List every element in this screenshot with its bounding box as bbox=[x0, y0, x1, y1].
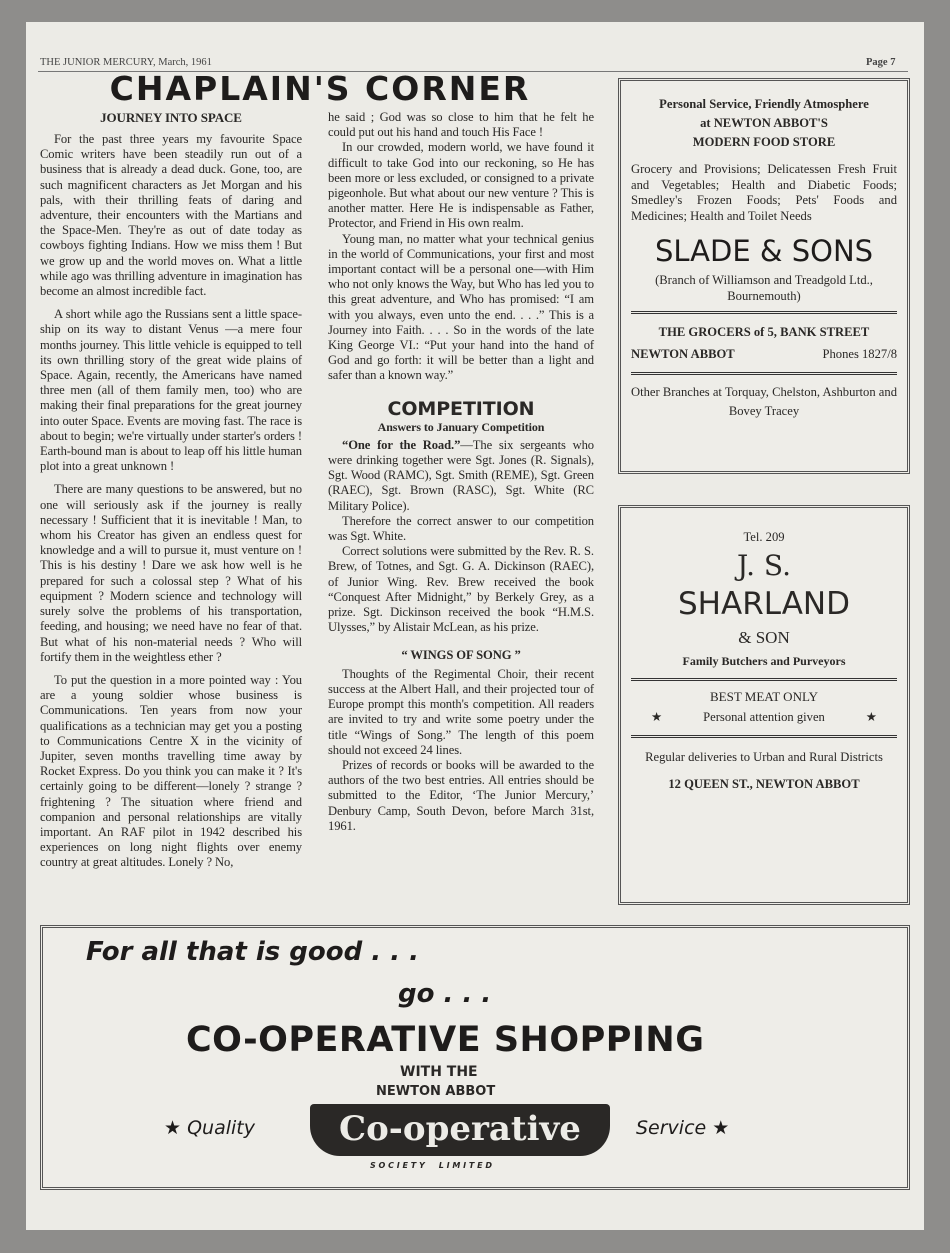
ad-attention: Personal attention given bbox=[703, 710, 825, 724]
article-paragraph: There are many questions to be answered, but no one will seriously ask if the journey is really necessary ! Sufficient that it is inevitable ! Man, to whom his Creator has given an endless quest for knowledge and a will to pursue it, must venture on ! This is his destiny ! Dare we ask how well is he prepared for such a colossal step ? What of his equipment ? Modern science and technology will surely solve the problems of his transportation, feeding, and housing; we need have no fear of that. But what of his non-material needs ? Who will fortify them in the weightless ether ? bbox=[40, 482, 302, 664]
ad-trade: Family Butchers and Purveyors bbox=[682, 654, 846, 668]
ad-best: BEST MEAT ONLY bbox=[709, 689, 818, 704]
article-paragraph: Young man, no matter what your technical genius in the world of Communications, your first and most important contact will be a personal one—with Him who not only knows the Way, but Who has led you to this great adventure, and Who has promised: “I am with you always, even unto the end. . . .” This is a Journey into Faith. . . . So in the words of the late King George VI.: “Put your hand into the hand of God and go forth: it will be better than a light and safer than a known way.” bbox=[328, 231, 594, 383]
ad-products: Grocery and Provisions; Delicatessen Fresh Fruit and Vegetables; Health and Diabetic Foods; Smedley's Frozen Foods; Pets' Foods and Medicines; Health and Toilet Needs bbox=[631, 162, 897, 223]
wings-paragraph: Thoughts of the Regimental Choir, their recent success at the Albert Hall, and their projected tour of Europe prompt this month's competition. All readers are invited to try and write some poetry under the title “Wings of Song.” The length of this poem should not exceed 24 lines. bbox=[328, 666, 594, 757]
ad-deliveries: Regular deliveries to Urban and Rural Districts bbox=[645, 750, 883, 764]
coop-town: NEWTON ABBOT bbox=[376, 1084, 496, 1099]
coop-shopping: CO-OPERATIVE SHOPPING bbox=[186, 1020, 705, 1060]
article-heading: JOURNEY INTO SPACE bbox=[100, 110, 242, 125]
slade-name: SLADE & SONS bbox=[654, 234, 874, 268]
competition-paragraph bbox=[328, 438, 594, 514]
coop-slogan: For all that is good . . . bbox=[86, 937, 420, 967]
divider bbox=[631, 735, 897, 738]
coop-service: Service ★ bbox=[636, 1117, 730, 1139]
coop-with: WITH THE bbox=[400, 1064, 478, 1080]
divider bbox=[631, 311, 897, 314]
slade-sons-advert bbox=[618, 78, 910, 474]
sharland-advert bbox=[618, 505, 910, 905]
ad-address: THE GROCERS of 5, BANK STREET bbox=[658, 325, 870, 339]
ad-address: 12 QUEEN ST., NEWTON ABBOT bbox=[668, 777, 860, 791]
ad-other-branches: Other Branches at Torquay, Chelston, Ashburton and Bovey Tracey bbox=[631, 385, 897, 418]
competition-paragraph: Therefore the correct answer to our competition was Sgt. White. bbox=[328, 513, 594, 544]
ad-line: Personal Service, Friendly Atmosphere bbox=[659, 97, 869, 111]
ad-phones: Phones 1827/8 bbox=[822, 347, 897, 361]
competition-subheading: Answers to January Competition bbox=[377, 419, 545, 434]
ad-tel: Tel. 209 bbox=[743, 530, 785, 544]
coop-quality: ★ Quality bbox=[164, 1117, 255, 1139]
competition-paragraph: Correct solutions were submitted by the Rev. R. S. Brew, of Totnes, and Sgt. G. A. Dickinson (RAEC), of Junior Wing. Rev. Brew received the book “Conquest After Midnight,” by Berkely Grey, as a prize. Sgt. Dickinson received the book “H.M.S. Ulysses,” by Alistair McLean, as his prize. bbox=[328, 544, 594, 635]
article-paragraph: he said ; God was so close to him that he felt he could put out his hand and touch His Face ! bbox=[328, 110, 594, 140]
publication-header: THE JUNIOR MERCURY, March, 1961 bbox=[40, 57, 212, 68]
ad-line: MODERN FOOD STORE bbox=[692, 135, 836, 149]
divider bbox=[631, 678, 897, 681]
wings-heading: “ WINGS OF SONG ” bbox=[401, 647, 521, 662]
article-paragraph: In our crowded, modern world, we have found it difficult to take God into our reckoning, so He has been more or less excluded, or consigned to a private pigeonhole. But what about our new venture ? This is another matter. Here He is indispensable as Father, Protector, and Friend in His own realm. bbox=[328, 140, 594, 231]
wings-paragraph: Prizes of records or books will be awarded to the authors of the two best entries. All entries should be submitted to the Editor, ‘The Junior Mercury,’ Denbury Camp, South Devon, before March 31st, 1961. bbox=[328, 757, 594, 833]
coop-society: S O C I E T Y L I M I T E D bbox=[370, 1161, 493, 1170]
competition-answer: —The six sergeants who were drinking together were Sgt. Jones (R. Signals), Sgt. Wood (RAMC), Sgt. Smith (REME), Sgt. Green (RAEC), Sgt. Brown (RASC), Sgt. White (RC Military Police). bbox=[328, 437, 595, 513]
article-middle-column bbox=[328, 110, 594, 834]
sharland-name: SHARLAND bbox=[678, 586, 850, 622]
ad-son: & SON bbox=[738, 628, 790, 647]
ad-branch: (Branch of Williamson and Treadgold Ltd., Bournemouth) bbox=[655, 273, 873, 303]
coop-go: go . . . bbox=[398, 979, 492, 1009]
article-paragraph: A short while ago the Russians sent a little space-ship on its way to distant Venus —a mere four months journey. This little vehicle is equipped to tell its own thrilling story of the great wide plains of Space. Again, recently, the Americans have named three men (all of them family men, too) who are making their final preparations for the great journey into outer Space. Events are moving fast. The race is about to begin; we're virtually under starter's orders ! Earth-bound man is about to leap off his little human plot into a great unknown ! bbox=[40, 307, 302, 474]
page-title: CHAPLAIN'S CORNER bbox=[109, 69, 531, 108]
coop-logo: Co-operative bbox=[310, 1104, 610, 1156]
article-paragraph: For the past three years my favourite Space Comic writers have been steadily run out of a business that is already a dead duck. Gone, too, are such magnificent characters as Jet Morgan and his pals, with their thrilling feats of daring and adventure, their encounters with the Martians and the Space-Men. They're as out of date today as cowboys fighting Indians. How we miss them ! But we grow up and the world moves on. What a little while ago was thrilling adventure in imagination has become an almost incredible fact. bbox=[40, 132, 302, 299]
competition-heading: COMPETITION bbox=[387, 397, 535, 420]
ad-initials: J. S. bbox=[737, 549, 791, 582]
star-icon: ★ bbox=[865, 710, 877, 724]
competition-lead: “One for the Road.” bbox=[342, 437, 461, 452]
page-number: Page 7 bbox=[866, 57, 896, 68]
star-icon: ★ bbox=[651, 710, 663, 724]
ad-town: NEWTON ABBOT bbox=[631, 347, 735, 361]
ad-line: at NEWTON ABBOT'S bbox=[700, 116, 828, 130]
article-paragraph: To put the question in a more pointed way : You are a young soldier whose business is Communications. Ten years from now your qualifications as a technician may get you a posting to Communications Centre X in the vicinity of Jupiter, seven months travelling time away by Rocket Express. Do you think you can make it ? It's certainly going to be different—lonely ? strange ? frightening ? The situation where friend and companion and personal relationships are vitally important. An RAF pilot in 1942 described his experiences on long night flights over enemy country at great altitudes. Lonely ? No, bbox=[40, 672, 302, 870]
ad-town-row bbox=[631, 343, 897, 365]
article-left-column bbox=[40, 110, 302, 871]
ad-attention-row bbox=[651, 710, 877, 725]
divider bbox=[631, 372, 897, 375]
